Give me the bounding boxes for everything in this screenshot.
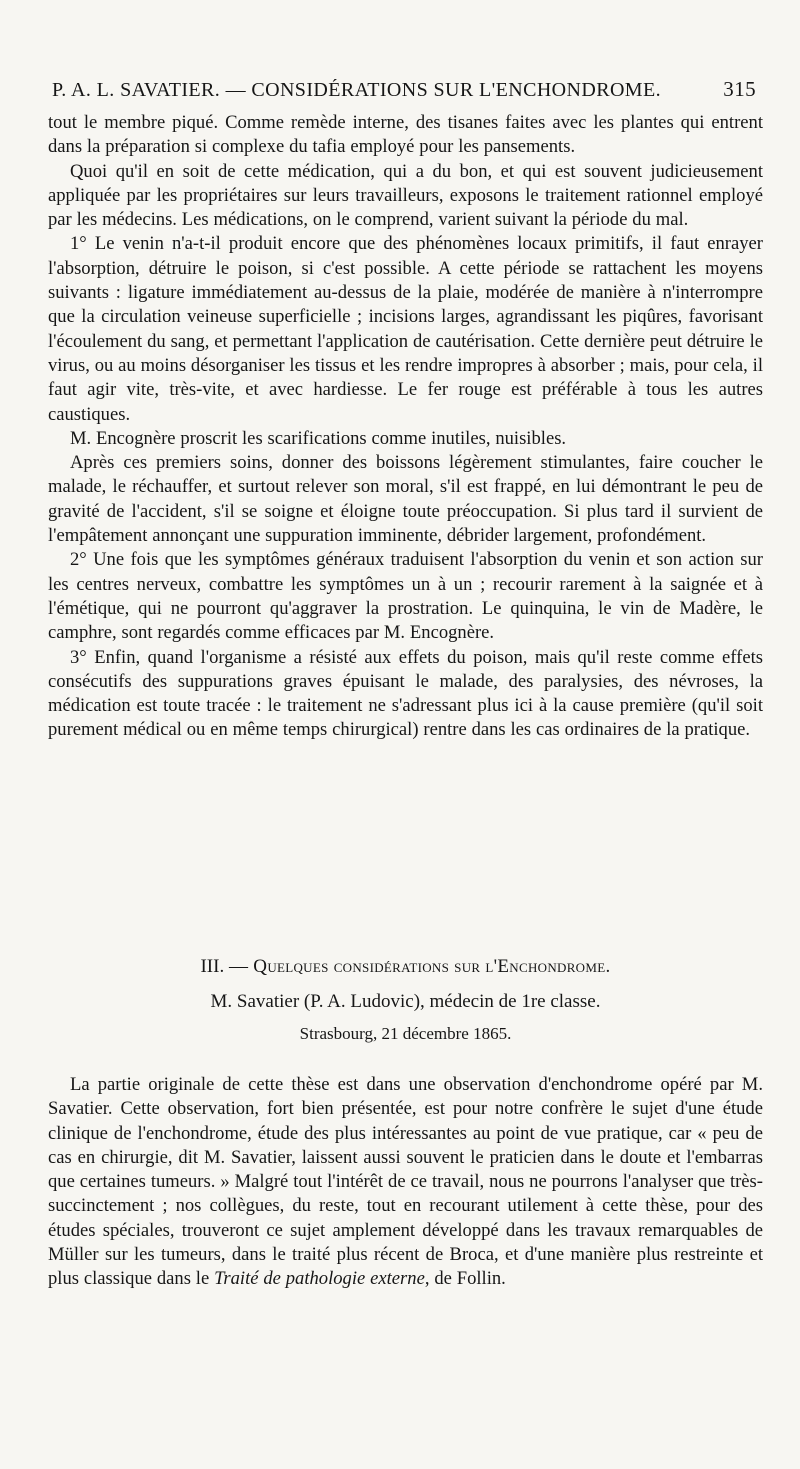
body-text-bottom xyxy=(48,1073,763,1292)
paragraph-enchondrome-text: La partie originale de cette thèse est dans une observation d'enchondrome opéré par M. Savatier. Cette observation, fort bien présentée, est pour notre confrère le sujet d'une étude clinique de l'enchondrome, étude des plus intéressantes au point de vue pratique, car « peu de cas en chirurgie, dit M. Savatier, laissent aussi souvent le praticien dans le doute et l'embarras que certaines tumeurs. » Malgré tout l'intérêt de ce travail, nous ne pourrons l'analyser que très-succinctement ; nos collègues, du reste, tout en recourant utilement à cette thèse, pour des études spéciales, trouveront ce sujet amplement développé dans les travaux remarquables de Müller sur les tumeurs, dans le traité plus récent de Broca, et d'une manière plus restreinte et plus classique dans le xyxy=(48,1074,763,1290)
paragraph-enchondrome xyxy=(48,1073,763,1292)
section-title-line xyxy=(48,952,763,982)
section-heading xyxy=(48,952,763,1049)
book-title: Traité de pathologie externe xyxy=(214,1268,425,1290)
page-number: 315 xyxy=(723,77,756,101)
running-title: P. A. L. SAVATIER. — CONSIDÉRATIONS SUR L'ENCHONDROME. xyxy=(52,79,661,101)
paragraph-continuation: tout le membre piqué. Comme remède interne, des tisanes faites avec les plantes qui entrent dans la préparation si complexe du tafia employé pour les pansements. xyxy=(48,112,763,158)
paragraph-period-three: 3° Enfin, quand l'organisme a résisté aux effets du poison, mais qu'il reste comme effets consécutifs des suppurations graves épuisant le malade, des paralysies, des névroses, la médication est toute tracée : le traitement ne s'adressant plus ici à la cause première (qu'il soit purement médical ou en même temps chirurgical) rentre dans les cas ordinaires de la pratique. xyxy=(48,646,763,741)
paragraph-treatment-intro: Quoi qu'il en soit de cette médication, qui a du bon, et qui est souvent judicieusement appliquée par les propriétaires sur leurs travailleurs, exposons le traitement rationnel employé par les médecins. Les médications, on le comprend, varient suivant la période du mal. xyxy=(48,160,763,231)
section-title: — Quelques considérations sur l'Enchondrome. xyxy=(228,956,611,977)
paragraph-scarifications: M. Encognère proscrit les scarifications comme inutiles, nuisibles. xyxy=(70,427,567,449)
paragraph-first-care: Après ces premiers soins, donner des boissons légèrement stimulantes, faire coucher le malade, le réchauffer, et surtout relever son moral, s'il est frappé, en lui démontrant le peu de gravité de l'accident, s'il se soigne et éloigne toute préoccupation. Si plus tard il survient de l'empâtement annonçant une suppuration imminente, débrider largement, profondément. xyxy=(48,452,763,547)
paragraph-enchondrome-end: , de Follin. xyxy=(424,1268,506,1290)
paragraph-period-two: 2° Une fois que les symptômes généraux traduisent l'absorption du venin et son action sur les centres nerveux, combattre les symptômes un à un ; recourir rarement à la saignée et à l'émétique, qui ne pourront qu'aggraver la prostration. Le quinquina, le vin de Madère, le camphre, sont regardés comme efficaces par M. Encognère. xyxy=(48,549,763,644)
running-header xyxy=(52,77,756,102)
section-numeral: III. xyxy=(200,956,225,977)
body-text-top xyxy=(48,111,763,743)
paragraph-period-one: 1° Le venin n'a-t-il produit encore que des phénomènes locaux primitifs, il faut enrayer l'absorption, détruire le poison, si c'est possible. A cette période se rattachent les moyens suivants : ligature immédiatement au-dessus de la plaie, modérée de manière à n'interrompre que la circulation veineuse superficielle ; incisions larges, agrandissant les piqûres, favorisant l'écoulement du sang, et permettant l'application de cautérisation. Cette dernière peut détruire le virus, ou au moins désorganiser les tissus et les rendre impropres à absorber ; mais, pour cela, il faut agir vite, très-vite, et avec hardiesse. Le fer rouge est préférable à tous les autres caustiques. xyxy=(48,233,763,425)
section-author-line: M. Savatier (P. A. Ludovic), médecin de 1re classe. xyxy=(210,991,601,1012)
section-place-date: Strasbourg, 21 décembre 1865. xyxy=(299,1024,512,1043)
